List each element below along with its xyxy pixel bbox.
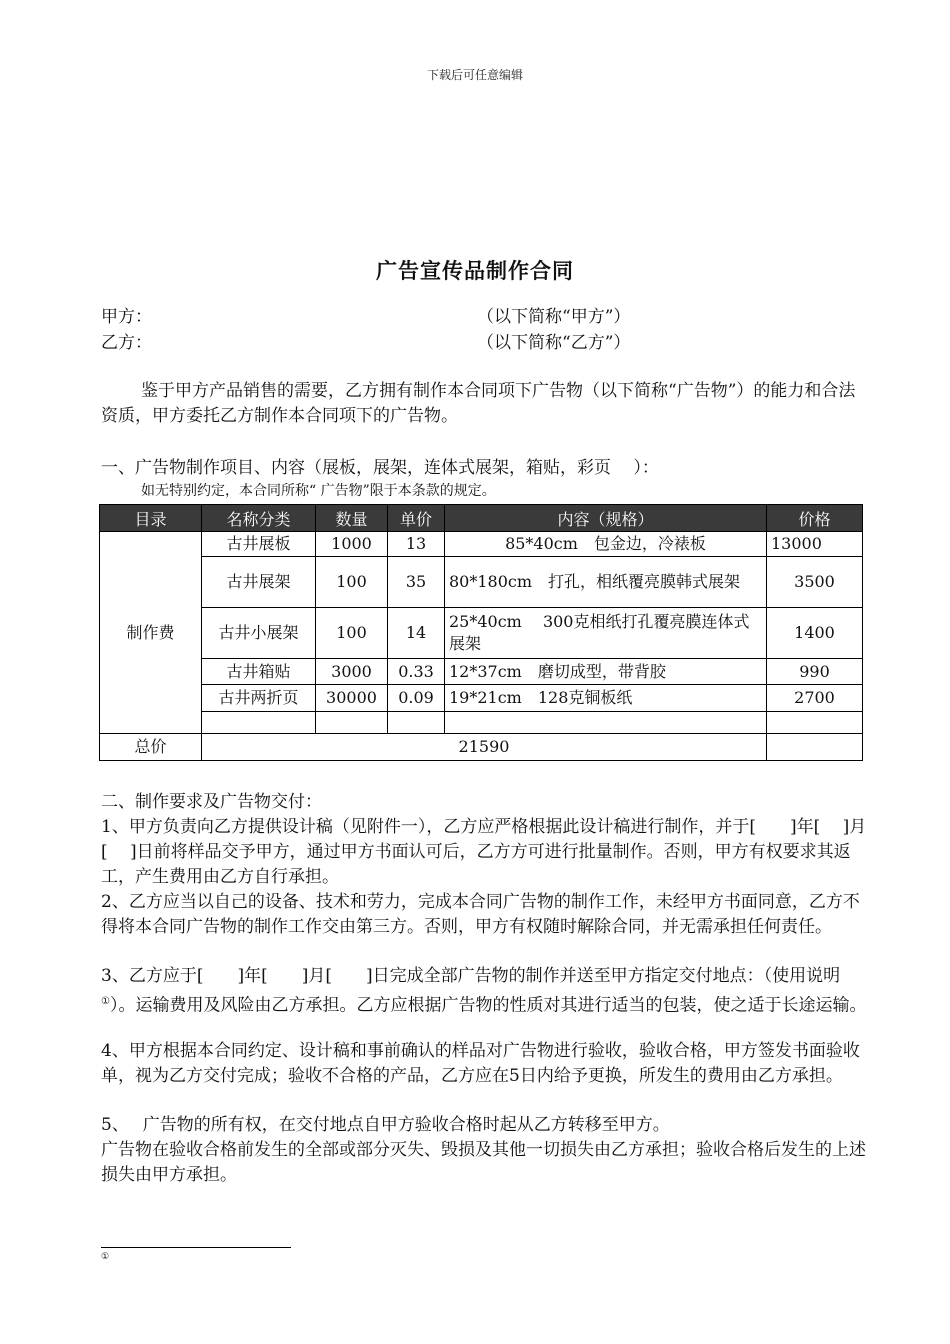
category-cell: 制作费 bbox=[100, 532, 202, 734]
table-header-row bbox=[100, 505, 863, 532]
item-spec: 19*21cm 128克铜板纸 bbox=[445, 685, 767, 712]
table-row-empty bbox=[100, 712, 863, 734]
section1-note: 如无特别约定，本合同所称“ 广告物”限于本条款的规定。 bbox=[141, 483, 496, 499]
item-name: 古井展架 bbox=[202, 557, 316, 608]
item-unit-price: 14 bbox=[388, 608, 445, 659]
clause-1: 1、甲方负责向乙方提供设计稿（见附件一），乙方应严格根据此设计稿进行制作，并于[ ]年[ ]月[ ]日前将样品交予甲方，通过甲方书面认可后，乙方方可进行批量制作。否则，甲方有权要求其返工，产生费用由乙方自行承担。 bbox=[101, 817, 867, 887]
party-a-alias: （以下简称“甲方”） bbox=[477, 307, 631, 327]
header-spec: 内容（规格） bbox=[445, 505, 767, 532]
header-name: 名称分类 bbox=[202, 505, 316, 532]
clause-3-text: 3、乙方应于[ ]年[ ]月[ ]日完成全部广告物的制作并送至甲方指定交付地点：（使用说明 bbox=[101, 966, 841, 986]
intro-paragraph: 鉴于甲方产品销售的需要，乙方拥有制作本合同项下广告物（以下简称“广告物”）的能力和合法资质，甲方委托乙方制作本合同项下的广告物。 bbox=[101, 381, 856, 426]
item-unit-price: 35 bbox=[388, 557, 445, 608]
table-row bbox=[100, 659, 863, 685]
footnote-ref: ① bbox=[101, 996, 110, 1007]
item-spec: 25*40cm 300克相纸打孔覆亮膜连体式展架 bbox=[445, 608, 767, 659]
items-table bbox=[99, 504, 863, 761]
footnote-divider bbox=[101, 1247, 291, 1248]
clause-5: 5、 广告物的所有权，在交付地点自甲方验收合格时起从乙方转移至甲方。 bbox=[101, 1115, 670, 1135]
item-spec: 12*37cm 磨切成型，带背胶 bbox=[445, 659, 767, 685]
item-spec: 80*180cm 打孔，相纸覆亮膜韩式展架 bbox=[445, 557, 767, 608]
item-name: 古井两折页 bbox=[202, 685, 316, 712]
party-a-label: 甲方： bbox=[101, 307, 152, 327]
item-price: 13000 bbox=[767, 532, 863, 557]
header-note: 下载后可任意编辑 bbox=[426, 68, 523, 82]
item-unit-price: 0.09 bbox=[388, 685, 445, 712]
item-unit-price: 13 bbox=[388, 532, 445, 557]
item-unit-price: 0.33 bbox=[388, 659, 445, 685]
item-qty: 100 bbox=[316, 557, 388, 608]
party-b-label: 乙方： bbox=[101, 333, 152, 353]
section2-heading: 二、制作要求及广告物交付： bbox=[101, 792, 322, 812]
header-unit-price: 单价 bbox=[388, 505, 445, 532]
item-price: 3500 bbox=[767, 557, 863, 608]
table-row bbox=[100, 608, 863, 659]
item-name: 古井箱贴 bbox=[202, 659, 316, 685]
clause-2: 2、乙方应当以自己的设备、技术和劳力，完成本合同广告物的制作工作，未经甲方书面同意，乙方不得将本合同广告物的制作工作交由第三方。否则，甲方有权随时解除合同，并无需承担任何责任。 bbox=[101, 892, 860, 937]
item-name: 古井小展架 bbox=[202, 608, 316, 659]
item-qty: 1000 bbox=[316, 532, 388, 557]
item-price: 2700 bbox=[767, 685, 863, 712]
total-label: 总价 bbox=[100, 734, 202, 761]
party-b-alias: （以下简称“乙方”） bbox=[477, 333, 631, 353]
clause-3 bbox=[101, 964, 871, 1019]
item-spec: 85*40cm 包金边，冷裱板 bbox=[445, 532, 767, 557]
header-price: 价格 bbox=[767, 505, 863, 532]
contract-title: 广告宣传品制作合同 bbox=[376, 259, 574, 283]
item-qty: 3000 bbox=[316, 659, 388, 685]
header-quantity: 数量 bbox=[316, 505, 388, 532]
clause-3-text-cont: ）。运输费用及风险由乙方承担。乙方应根据广告物的性质对其进行适当的包装，使之适于长途运输。 bbox=[109, 995, 867, 1016]
footnote-mark: ① bbox=[101, 1252, 110, 1262]
table-row bbox=[100, 532, 863, 557]
total-value: 21590 bbox=[202, 734, 767, 761]
item-price: 990 bbox=[767, 659, 863, 685]
item-name: 古井展板 bbox=[202, 532, 316, 557]
section1-heading: 一、广告物制作项目、内容（展板，展架，连体式展架，箱贴，彩页 ）： bbox=[101, 458, 659, 478]
clause-5-detail: 广告物在验收合格前发生的全部或部分灭失、毁损及其他一切损失由乙方承担；验收合格后发生的上述损失由甲方承担。 bbox=[101, 1140, 866, 1185]
header-directory: 目录 bbox=[100, 505, 202, 532]
item-qty: 30000 bbox=[316, 685, 388, 712]
item-price: 1400 bbox=[767, 608, 863, 659]
table-row bbox=[100, 685, 863, 712]
table-row bbox=[100, 557, 863, 608]
table-total-row bbox=[100, 734, 863, 761]
item-qty: 100 bbox=[316, 608, 388, 659]
clause-4: 4、甲方根据本合同约定、设计稿和事前确认的样品对广告物进行验收，验收合格，甲方签发书面验收单，视为乙方交付完成；验收不合格的产品，乙方应在5日内给予更换，所发生的费用由乙方承担。 bbox=[101, 1041, 860, 1086]
